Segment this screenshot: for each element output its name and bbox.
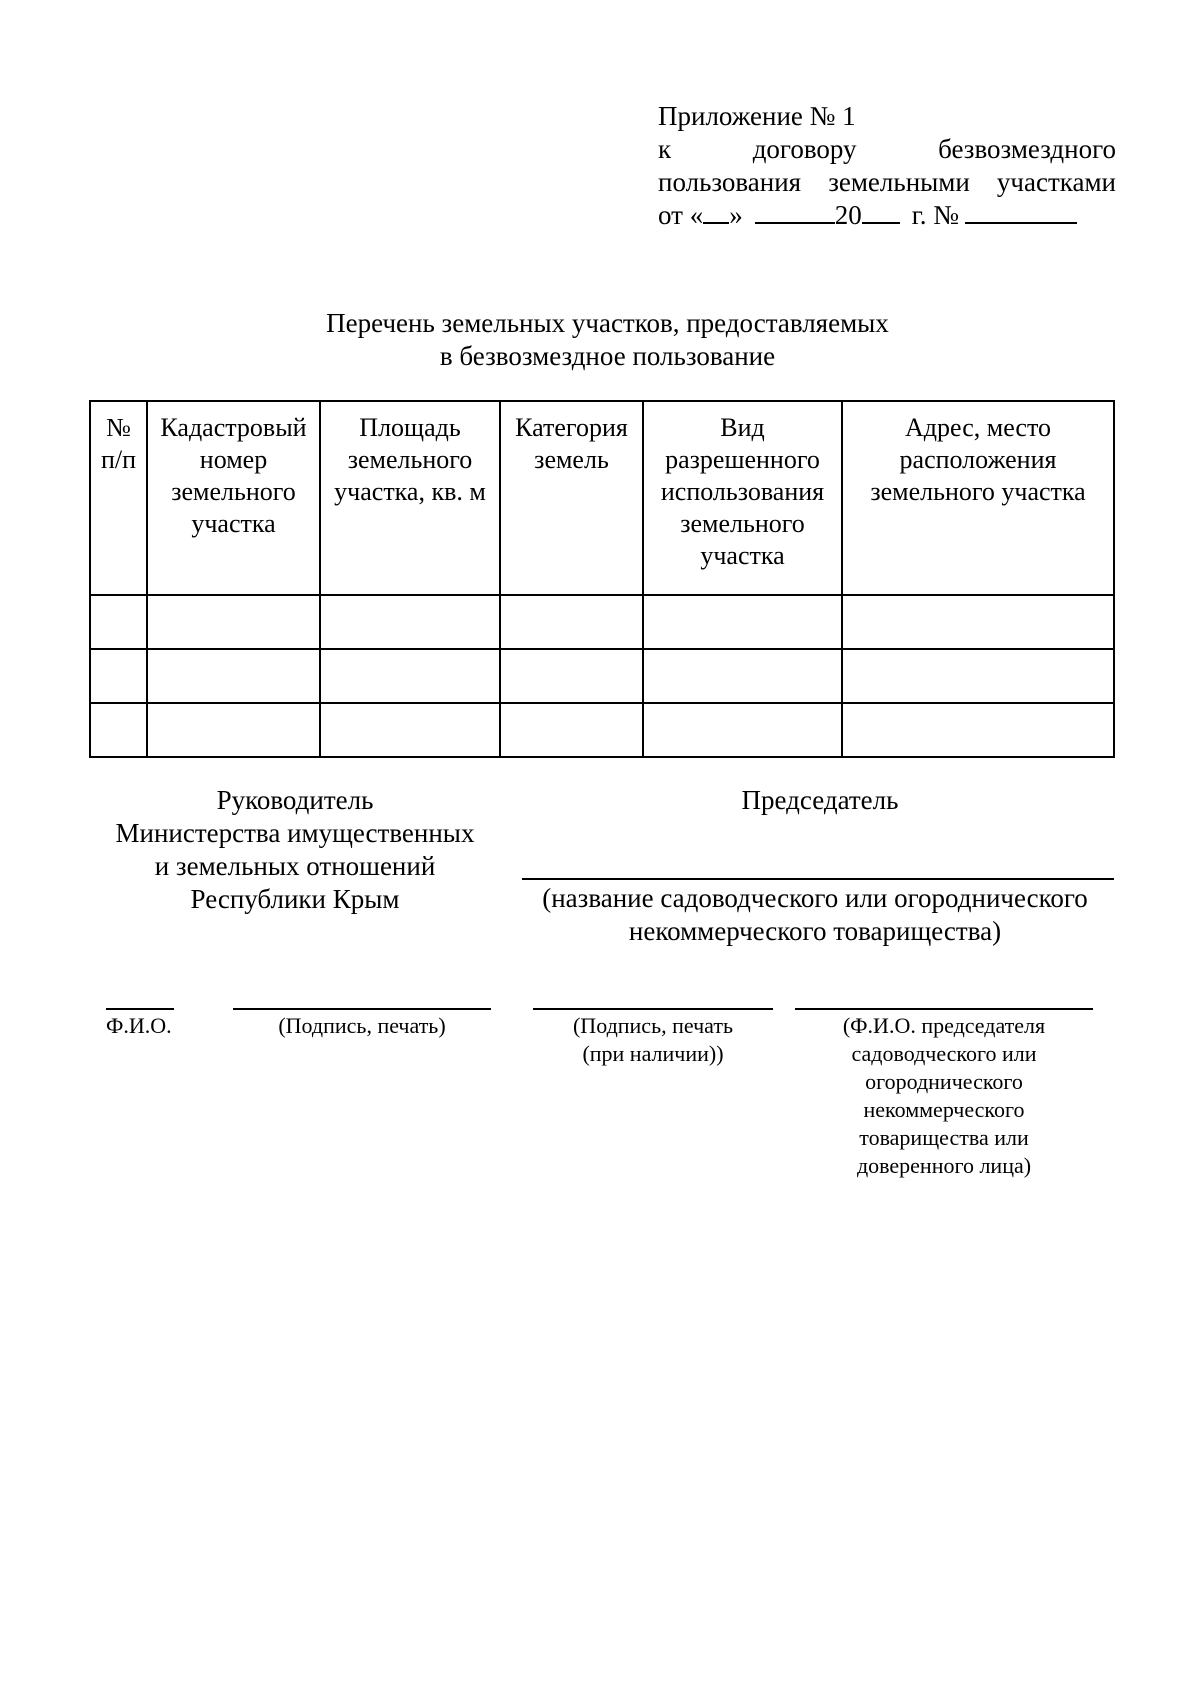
fio-caption: Ф.И.О. [106, 1013, 172, 1038]
table-row [90, 595, 1114, 649]
chair-signature-caption-line-2: (при наличии)) [582, 1041, 724, 1066]
chair-fio-caption-line-5: товарищества или [859, 1125, 1029, 1150]
chair-fio-caption [795, 1012, 1093, 1180]
date-prefix: от « [658, 200, 704, 230]
table-cell[interactable] [500, 649, 643, 703]
appendix-header [658, 100, 1116, 232]
signature-line[interactable] [233, 1008, 491, 1010]
chair-signature-line[interactable] [533, 1008, 773, 1010]
table-cell[interactable] [147, 703, 320, 757]
header-address: Адрес, место расположения земельного участка [842, 401, 1114, 595]
table-cell[interactable] [90, 703, 147, 757]
header-land-category: Категория земель [500, 401, 643, 595]
table-row [90, 703, 1114, 757]
chair-fio-line[interactable] [795, 1008, 1093, 1010]
appendix-word-dogovoru: договору [752, 134, 857, 164]
chair-signature-caption-line-1: (Подпись, печать [572, 1013, 733, 1038]
title-line-1: Перечень земельных участков, предоставляемых [326, 308, 889, 338]
chairman-title: Председатель [741, 785, 899, 815]
partnership-name-caption [520, 882, 1110, 948]
table-row [90, 649, 1114, 703]
appendix-word-zemelnymi: земельными [828, 167, 970, 197]
partnership-caption-line-2: некоммерческого товарищества) [628, 916, 1002, 946]
signature-seal-caption: (Подпись, печать) [278, 1013, 446, 1038]
table-cell[interactable] [147, 649, 320, 703]
contract-number-blank [965, 200, 1077, 224]
appendix-title: Приложение № 1 [658, 101, 856, 131]
date-year-prefix: 20 [834, 200, 862, 230]
header-area: Площадь земельного участка, кв. м [320, 401, 500, 595]
chair-fio-caption-line-2: садоводческого или [851, 1041, 1037, 1066]
table-cell[interactable] [320, 649, 500, 703]
appendix-word-uchastkami: участками [996, 167, 1116, 197]
table-cell[interactable] [500, 595, 643, 649]
date-close-quote: » [729, 200, 743, 230]
table-cell[interactable] [320, 703, 500, 757]
appendix-line-3 [658, 166, 1116, 199]
table-cell[interactable] [643, 649, 842, 703]
table-cell[interactable] [500, 703, 643, 757]
signatory-line-3: и земельных отношений [154, 851, 436, 881]
land-plots-table [89, 400, 1115, 758]
document-title [0, 307, 1200, 373]
month-blank [755, 200, 835, 224]
chair-signature-caption [533, 1012, 773, 1068]
table-cell[interactable] [147, 595, 320, 649]
table-cell[interactable] [90, 595, 147, 649]
appendix-date-line [658, 199, 1116, 232]
table-cell[interactable] [643, 703, 842, 757]
chair-fio-caption-line-3: огороднического [865, 1069, 1023, 1094]
date-number-label: г. № [911, 200, 959, 230]
appendix-word-polzovaniya: пользования [658, 167, 802, 197]
day-blank [703, 200, 729, 224]
partnership-name-line[interactable] [522, 878, 1114, 880]
table-cell[interactable] [320, 595, 500, 649]
ministry-signatory-title [95, 784, 495, 916]
signatory-line-4: Республики Крым [190, 884, 400, 914]
signatory-line-2: Министерства имущественных [115, 818, 475, 848]
title-line-2: в безвозмездное пользование [439, 341, 776, 371]
chair-fio-caption-line-4: некоммерческого [863, 1097, 1025, 1122]
appendix-word-bezvozmezdnogo: безвозмездного [938, 134, 1116, 164]
appendix-word-k: к [658, 134, 672, 164]
signatory-line-1: Руководитель [216, 785, 374, 815]
header-permitted-use: Вид разрешенного использования земельного участка [643, 401, 842, 595]
appendix-line-2 [658, 133, 1116, 166]
table-cell[interactable] [842, 649, 1114, 703]
fio-line[interactable] [106, 1008, 174, 1010]
partnership-caption-line-1: (название садоводческого или огороднического [542, 883, 1088, 913]
header-number: № п/п [90, 401, 147, 595]
table-header-row [90, 401, 1114, 595]
chair-fio-caption-line-1: (Ф.И.О. председателя [842, 1013, 1046, 1038]
chair-fio-caption-line-6: доверенного лица) [856, 1153, 1032, 1178]
table-cell[interactable] [643, 595, 842, 649]
table-cell[interactable] [90, 649, 147, 703]
table-cell[interactable] [842, 703, 1114, 757]
year-blank [862, 200, 900, 224]
table-cell[interactable] [842, 595, 1114, 649]
header-cadastral-number: Кадастровый номер земельного участка [147, 401, 320, 595]
